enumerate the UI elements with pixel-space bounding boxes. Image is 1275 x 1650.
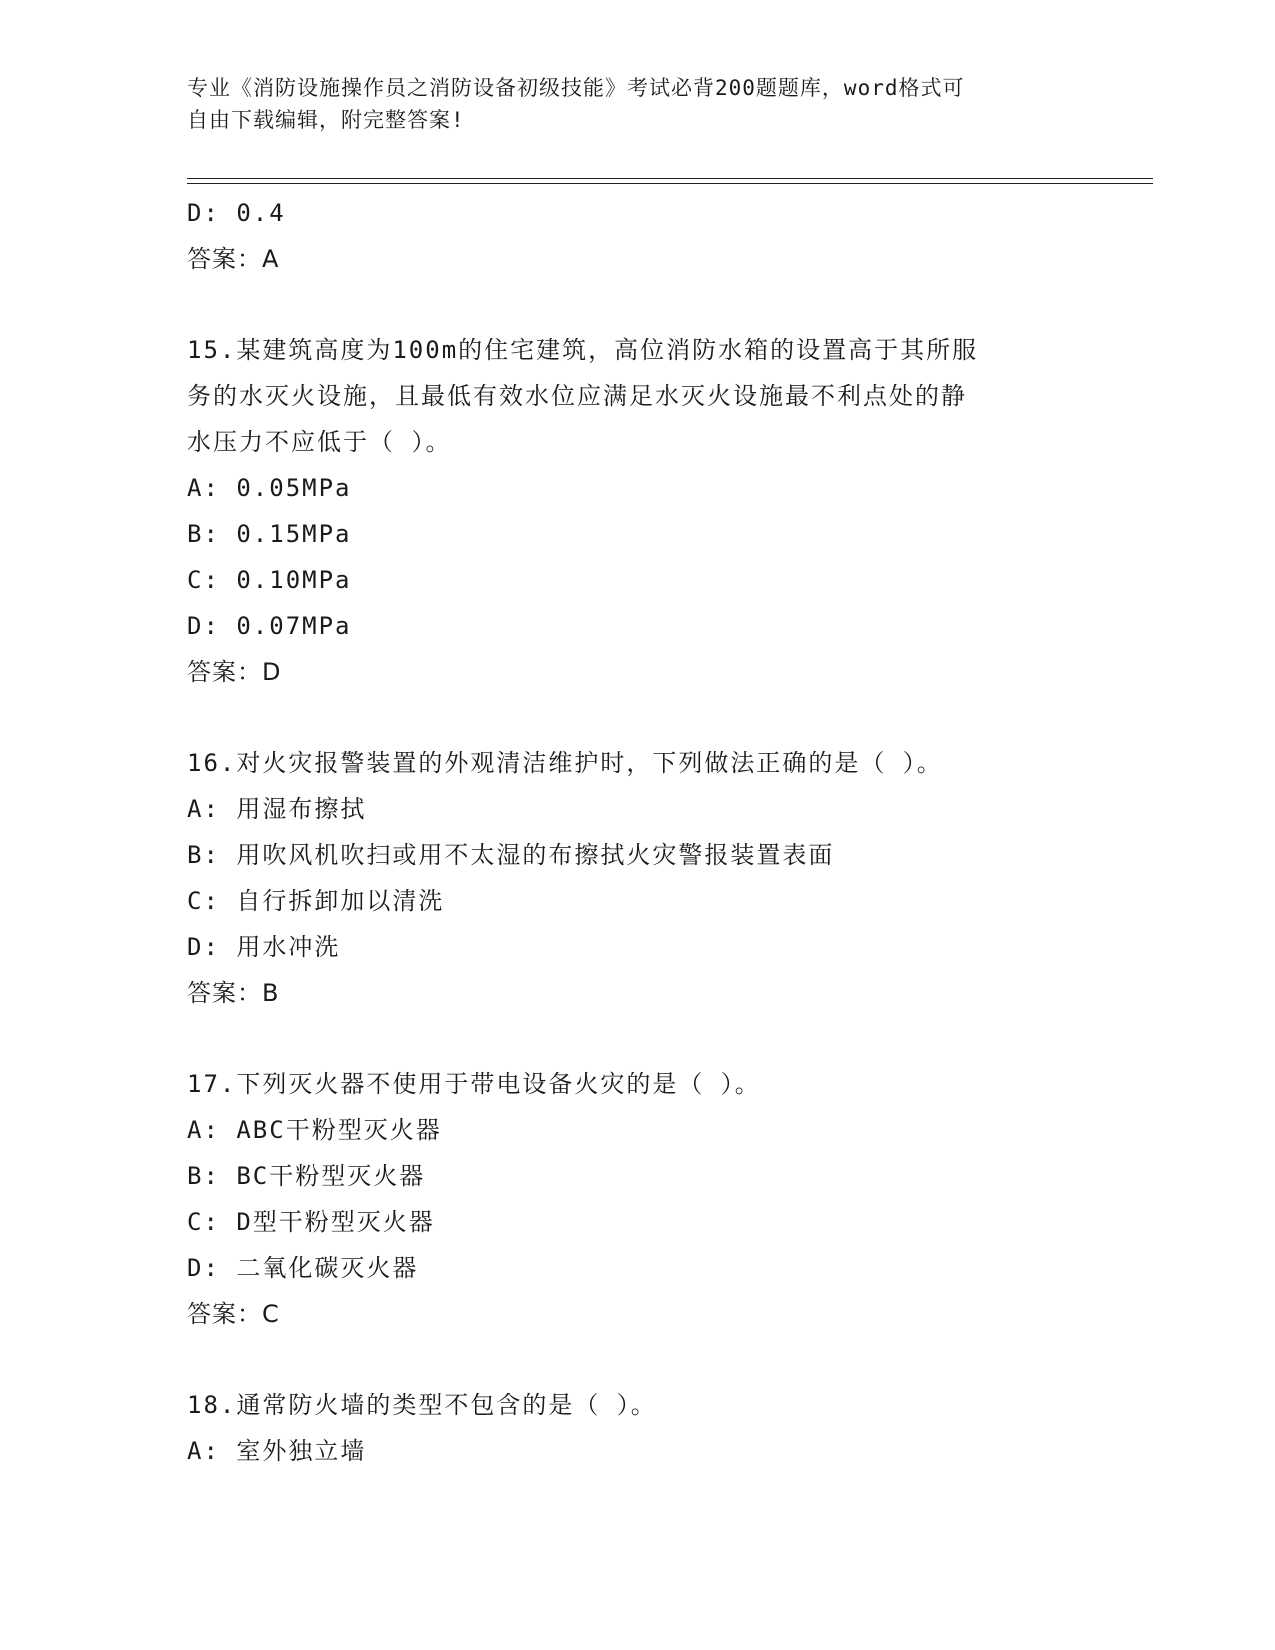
question-list (187, 190, 1107, 1474)
option-d: D: 二氧化碳灭火器 (187, 1254, 419, 1282)
option-a: A: 用湿布擦拭 (187, 795, 367, 823)
option-b: B: 0.15MPa (187, 520, 352, 548)
question-stem-line-1: 15.某建筑高度为100m的住宅建筑，高位消防水箱的设置高于其所服 (187, 336, 979, 364)
answer-line: 答案：C (187, 1300, 280, 1328)
question-stem-line-2: 务的水灭火设施，且最低有效水位应满足水灭火设施最不利点处的静 (187, 382, 967, 410)
answer-line: 答案：B (187, 979, 280, 1007)
question-16 (187, 740, 1107, 1016)
question-stem-line-1: 16.对火灾报警装置的外观清洁维护时，下列做法正确的是（ ）。 (187, 749, 943, 777)
header-rule-bottom (187, 183, 1153, 184)
question-stem-line-1: 17.下列灭火器不使用于带电设备火灾的是（ ）。 (187, 1070, 761, 1098)
question-stem-line-3: 水压力不应低于（ ）。 (187, 428, 452, 456)
option-c: C: 自行拆卸加以清洗 (187, 887, 445, 915)
option-a: A: 室外独立墙 (187, 1437, 367, 1465)
answer-line: 答案：A (187, 245, 280, 273)
option-a: A: 0.05MPa (187, 474, 352, 502)
option-c: C: 0.10MPa (187, 566, 352, 594)
option-c: C: D型干粉型灭火器 (187, 1208, 435, 1236)
question-18 (187, 1382, 1107, 1474)
question-stem-line-1: 18.通常防火墙的类型不包含的是（ ）。 (187, 1391, 657, 1419)
option-a: A: ABC干粉型灭火器 (187, 1116, 442, 1144)
question-14-tail (187, 190, 1107, 282)
option-d: D: 0.07MPa (187, 612, 352, 640)
question-15 (187, 327, 1107, 695)
option-d: D: 用水冲洗 (187, 933, 341, 961)
option-d: D: 0.4 (187, 199, 286, 227)
option-b: B: 用吹风机吹扫或用不太湿的布擦拭火灾警报装置表面 (187, 841, 835, 869)
header-line-2: 自由下载编辑，附完整答案! (187, 108, 465, 132)
question-17 (187, 1061, 1107, 1337)
header-line-1: 专业《消防设施操作员之消防设备初级技能》考试必背200题题库，word格式可 (187, 76, 965, 100)
document-header (187, 72, 1067, 136)
answer-line: 答案：D (187, 658, 282, 686)
header-rule-top (187, 178, 1153, 179)
option-b: B: BC干粉型灭火器 (187, 1162, 426, 1190)
